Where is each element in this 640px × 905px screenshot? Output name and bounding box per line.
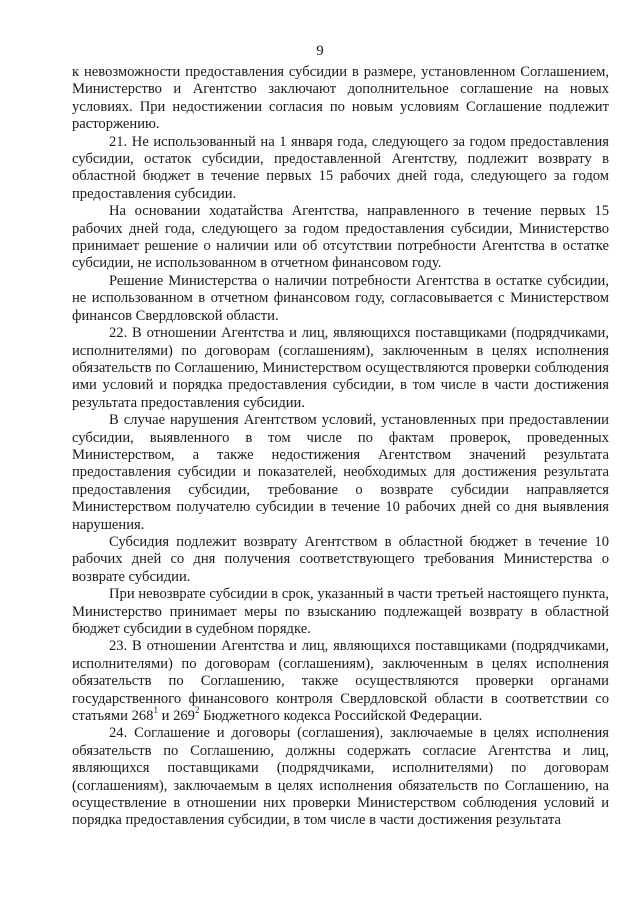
superscript-2: 2 (194, 705, 200, 716)
document-body (72, 64, 609, 830)
paragraph-agency-request: На основании ходатайства Агентства, направленного в течение первых 15 рабочих дней года, следующего за годом предоставления субсидии, Министерство принимает решение о наличии или об отсутствии потребности Агентства в остатке субсидии, не использованном в отчетном финансовом году. (72, 203, 609, 272)
paragraph-item-23-text-a: 23. В отношении Агентства и лиц, являющихся поставщиками (подрядчиками, исполнителями) по договорам (соглашениям), заключенным в целях исполнения обязательств по Соглашению, также осуществляются проверки органами государственного финансового контроля Свердловской области в соответствии со статьями 268 (72, 638, 609, 725)
paragraph-continuation: к невозможности предоставления субсидии в размере, установленном Соглашением, Министерство и Агентство заключают дополнительное соглашение на новых условиях. При недостижении согласия по новым условиям Соглашение подлежит расторжению. (72, 64, 609, 133)
paragraph-ministry-decision: Решение Министерства о наличии потребности Агентства в остатке субсидии, не использованном в отчетном финансовом году, согласовывается с Министерством финансов Свердловской области. (72, 272, 609, 324)
paragraph-subsidy-return: Субсидия подлежит возврату Агентством в областной бюджет в течение 10 рабочих дней со дня получения соответствующего требования Министерства о возврате субсидии. (72, 533, 609, 585)
paragraph-item-23 (72, 638, 609, 725)
paragraph-item-23-text-b: и 269 (157, 708, 195, 725)
paragraph-non-return: При невозврате субсидии в срок, указанный в части третьей настоящего пункта, Министерство принимает меры по взысканию подлежащей возврату в областной бюджет субсидии в судебном порядке. (72, 586, 609, 637)
paragraph-violation-case: В случае нарушения Агентством условий, установленных при предоставлении субсидии, выявленного в том числе по фактам проверок, проведенных Министерством, а также недостижения Агентством значений результата предоставления субсидии и показателей, необходимых для достижения результата предоставления субсидии, требование о возврате субсидии направляется Министерством получателю субсидии в течение 10 рабочих дней со дня выявления нарушения. (72, 412, 609, 533)
page-number: 9 (316, 43, 324, 59)
paragraph-item-22: 22. В отношении Агентства и лиц, являющихся поставщиками (подрядчиками, исполнителями) по договорам (соглашениям), заключенным в целях исполнения обязательств по Соглашению, Министерством осуществляются проверки соблюдения ими условий и порядка предоставления субсидии, в том числе в части достижения результата предоставления субсидии. (72, 325, 609, 411)
paragraph-item-21: 21. Не использованный на 1 января года, следующего за годом предоставления субсидии, остаток субсидии, предоставленной Агентству, подлежит возврату в областной бюджет в течение первых 15 рабочих дней года, следующего за годом предоставления субсидии. (72, 133, 609, 202)
paragraph-item-24: 24. Соглашение и договоры (соглашения), заключаемые в целях исполнения обязательств по Соглашению, должны содержать согласие Агентства и лиц, являющихся поставщиками (подрядчиками, исполнителями) по договорам (соглашениям), заключаемым в целях исполнения обязательств по Соглашению, на осуществление в отношении них проверки Министерством соблюдения условий и порядка предоставления субсидии, в том числе в части достижения результата (72, 725, 609, 829)
paragraph-item-23-text-c: Бюджетного кодекса Российской Федерации. (199, 708, 483, 725)
superscript-1: 1 (153, 705, 158, 716)
